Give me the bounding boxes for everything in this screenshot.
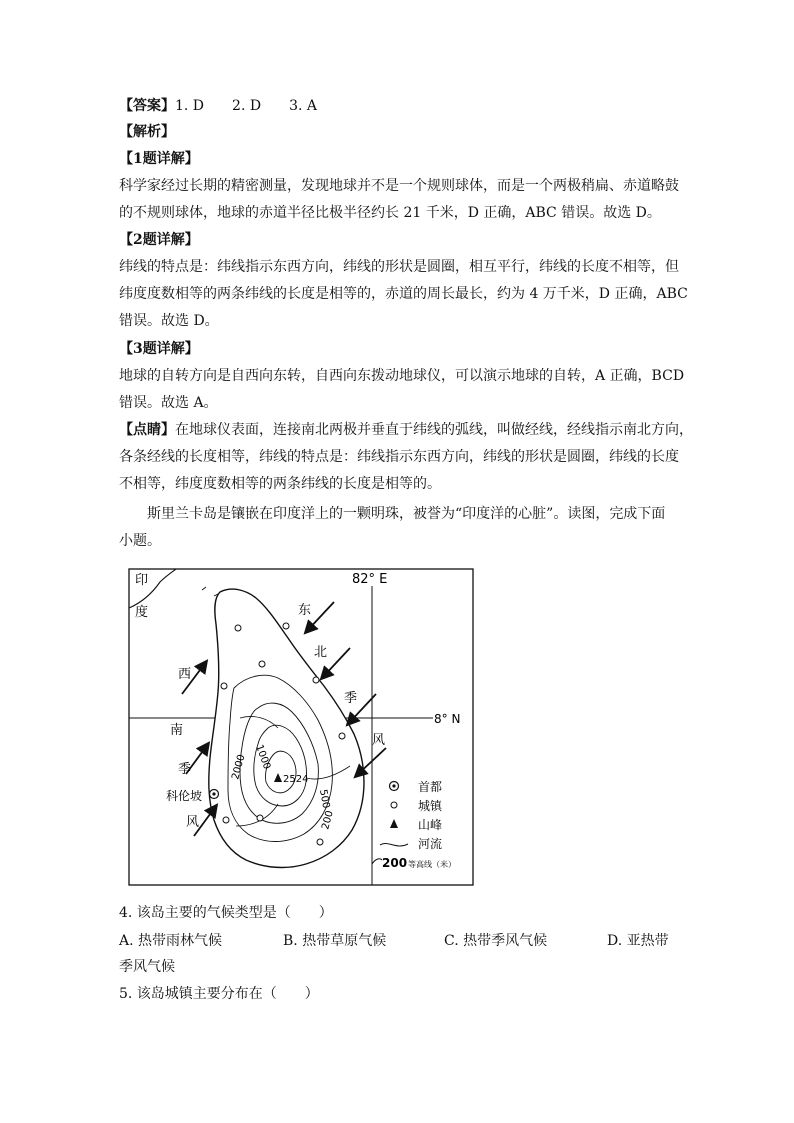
town-8 [257, 815, 263, 821]
intro-line-1: 斯里兰卡岛是镶嵌在印度洋上的一颗明珠，被誉为“印度洋的心脏”。读图，完成下面 [147, 506, 666, 522]
peak-value: 2524 [283, 774, 309, 785]
q1-heading: 【1题详解】 [119, 151, 199, 167]
answer-2: 2. D [232, 98, 262, 114]
india-char-1: 印 [135, 573, 149, 588]
sri-lanka-map [128, 568, 474, 886]
ne-char-3: 季 [344, 691, 358, 706]
legend-town: 城镇 [418, 799, 443, 813]
sw-char-4: 风 [186, 815, 200, 830]
contour-label-1000: 1000 [253, 743, 273, 771]
ne-char-2: 北 [314, 645, 328, 660]
tip-line-2: 各条经线的长度相等，纬线的特点是：纬线指示东西方向，纬线的形状是圆圈，纬线的长度 [119, 449, 679, 465]
lat-label: 8° N [434, 712, 461, 726]
lon-label: 82° E [352, 572, 388, 587]
town-9 [317, 839, 323, 845]
legend-river: 河流 [418, 837, 443, 851]
town-4 [313, 677, 319, 683]
q3-heading: 【3题详解】 [119, 341, 199, 357]
india-char-2: 度 [135, 605, 149, 620]
answer-line [119, 96, 317, 116]
legend-capital: 首都 [418, 780, 443, 794]
sw-char-2: 南 [170, 723, 184, 738]
q2-heading: 【2题详解】 [119, 232, 199, 248]
q3-text-line-1: 地球的自转方向是自西向东转，自西向东拨动地球仪，可以演示地球的自转，A 正确，BCD [119, 368, 685, 384]
tip-label: 【点睛】 [119, 422, 175, 438]
q4-option-d: D. 亚热带 [607, 933, 669, 949]
q4-stem: 4. 该岛主要的气候类型是（ ） [119, 905, 333, 921]
q1-text-line-2: 的不规则球体，地球的赤道半径比极半径约长 21 千米，D 正确，ABC 错误。故选 D。 [119, 205, 661, 221]
answer-label: 【答案】 [119, 98, 175, 114]
contour-label-200: 200 [320, 809, 336, 831]
q1-text-line-1: 科学家经过长期的精密测量，发现地球并不是一个规则球体，而是一个两极稍扁、赤道略鼓 [119, 178, 679, 194]
q4-option-c: C. 热带季风气候 [444, 933, 548, 949]
town-7 [223, 817, 229, 823]
legend-contour-value: 200 [382, 856, 408, 870]
q5-stem: 5. 该岛城镇主要分布在（ ） [119, 986, 319, 1002]
tip-line-1 [119, 420, 693, 440]
sw-char-3: 季 [178, 762, 192, 777]
intro-line-2: 小题。 [119, 533, 161, 549]
sw-char-1: 西 [178, 667, 192, 682]
town-2 [283, 623, 289, 629]
map-svg [128, 568, 474, 886]
town-1 [235, 625, 241, 631]
q2-text-line-1: 纬线的特点是：纬线指示东西方向，纬线的形状是圆圈，相互平行，纬线的长度不相等，但 [119, 259, 679, 275]
contour-label-2000: 2000 [230, 753, 248, 781]
legend-peak: 山峰 [418, 818, 443, 832]
analysis-label: 【解析】 [119, 124, 175, 140]
q4-option-b: B. 热带草原气候 [283, 933, 387, 949]
ne-char-1: 东 [298, 603, 312, 618]
q4-option-a: A. 热带雨林气候 [119, 933, 223, 949]
answer-1: 1. D [175, 98, 205, 114]
capital-name: 科伦坡 [166, 789, 203, 803]
capital-dot [212, 792, 215, 795]
ne-char-4: 风 [372, 733, 386, 748]
answer-3: 3. A [289, 98, 318, 114]
town-3 [259, 661, 265, 667]
q2-text-line-2: 纬度度数相等的两条纬线的长度是相等的，赤道的周长最长，约为 4 万千米，D 正确，ABC [119, 286, 688, 302]
legend-contour-label: 等高线（米） [408, 860, 456, 869]
tip-line-3: 不相等，纬度度数相等的两条纬线的长度是相等的。 [119, 476, 441, 492]
tip-text-1: 在地球仪表面，连接南北两极并垂直于纬线的弧线，叫做经线，经线指示南北方向， [175, 422, 693, 438]
contour-label-500: 500 [317, 788, 332, 810]
q3-text-line-2: 错误。故选 A。 [119, 395, 218, 411]
q4-option-d-wrap: 季风气候 [119, 959, 175, 975]
town-5 [221, 683, 227, 689]
town-6 [339, 733, 345, 739]
q2-text-line-3: 错误。故选 D。 [119, 313, 219, 329]
